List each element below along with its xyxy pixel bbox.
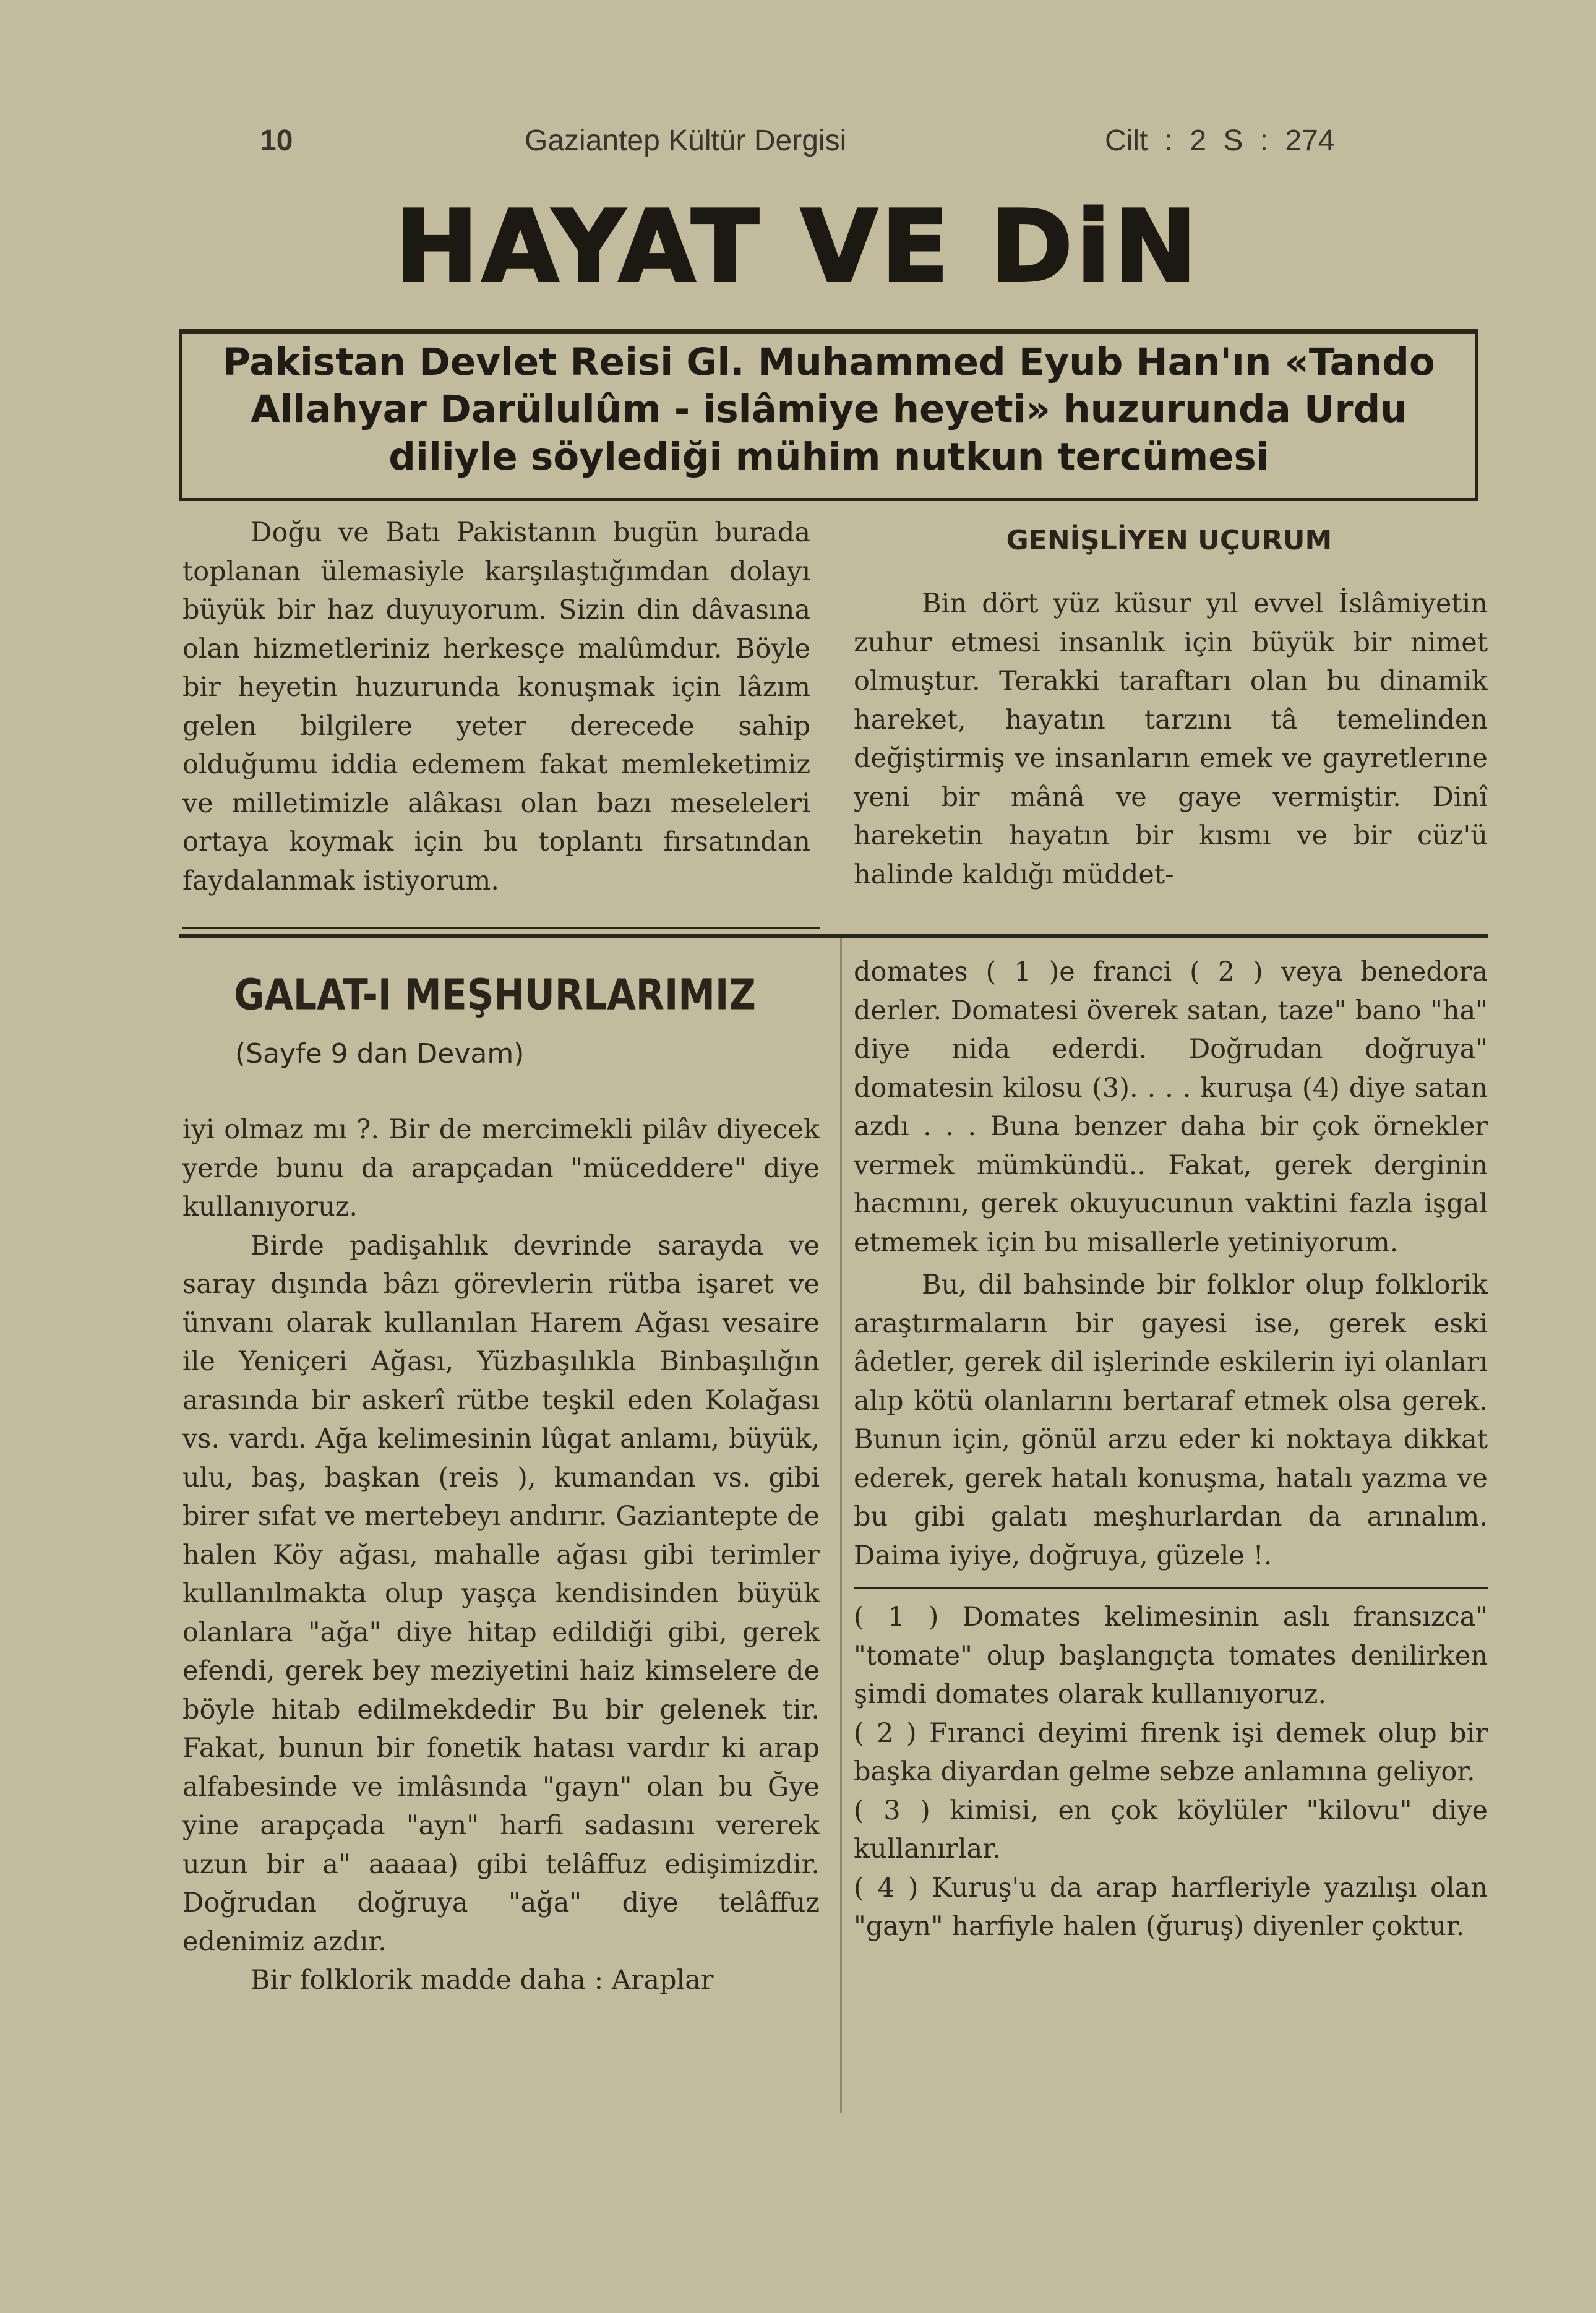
galat-paragraph: Bu, dil bahsinde bir folklor olup folklorik araştırmaların bir gayesi ise, gerek eski âdetler, gerek dil işlerinde eskilerin iyi olanları alıp kötü olanlarını bertaraf etmek olsa gerek. Bunun için, gönül arzu eder ki noktaya dikkat ederek, gerek hatalı konuşma, hatalı yazma ve bu gibi galatı meşhurlardan da arınalım. Daima iyiye, doğruya, güzele !. [854, 1269, 1488, 1571]
continued-note: (Sayfe 9 dan Devam) [235, 1038, 525, 1070]
intro-column [182, 513, 810, 900]
galat-paragraph: Bir folklorik madde daha : Araplar [251, 1965, 714, 1996]
galat-column-continued [854, 953, 1488, 1946]
footnote: ( 4 ) Kuruş'u da arap harfleriyle yazılışı olan "gayn" harfiyle halen (ğuruş) diyenler çoktur. [854, 1872, 1488, 1942]
section-heading: GENİŞLİYEN UÇURUM [1006, 525, 1332, 556]
galat-paragraph: Birde padişahlık devrinde sarayda ve saray dışında bâzı görevlerin rütba işaret ve ünvanı olarak kullanılan Harem Ağası vesaire ile Yeniçeri Ağası, Yüzbaşılıkla Binbaşılığın arasında bir askerî rütbe teşkil eden Kolağası vs. vardı. Ağa kelimesinin lûgat anlamı, büyük, ulu, baş, başkan (reis ), kumandan vs. gibi birer sıfat ve mertebeyı andırır. Gaziantepte de halen Köy ağası, mahalle ağası gibi terimler kullanılmakta olup yaşça kendisinden büyük olanlara "ağa" diye hitap edildiği gibi, gerek efendi, gerek bey meziyetini haiz kimselere de böyle hitab edilmekdedir Bu bir gelenek tir. Fakat, bunun bir fonetik hatası vardır ki arap alfabesinde ve imlâsında "gayn" olan bu Ğye yine arapçada "ayn" harfi sadasını vererek uzun bir a" aaaaa) gibi telâffuz edişimizdir. Doğrudan doğruya "ağa" diye telâffuz edenimiz azdır. [182, 1230, 820, 1957]
footnote: ( 1 ) Domates kelimesinin aslı fransızca" "tomate" olup başlangıçta tomates denilirken şimdi domates olarak kullanıyoruz. [854, 1602, 1488, 1710]
page-title: HAYAT VE DiN [395, 189, 1201, 304]
galat-paragraph: domates ( 1 )e franci ( 2 ) veya benedora derler. Domatesi överek satan, taze" bano "ha" diye nida ederdi. Doğrudan doğruya" domatesin kilosu (3). . . . kuruşa (4) diye satan azdı . . . Buna benzer daha bir çok örnekler vermek mümkündü.. Fakat, gerek derginin hacmını, gerek okuyucunun vaktini fazla işgal etmemek için bu misallerle yetiniyorum. [854, 956, 1488, 1258]
footnotes [854, 1587, 1488, 1946]
intro-paragraph: Doğu ve Batı Pakistanın bugün burada toplanan ülemasiyle karşılaştığımdan dolayı büyük bir haz duyuyorum. Sizin din dâvasına olan hizmetleriniz herkesçe malûmdur. Böyle bir heyetin huzurunda konuşmak için lâzım gelen bilgilere yeter derecede sahip olduğumu iddia edemem fakat memleketimiz ve milletimizle alâkası olan bazı meseleleri ortaya koymak için bu toplantı fırsatından faydalanmak istiyorum. [182, 517, 810, 896]
volume-issue: Cilt : 2 S : 274 [1105, 124, 1335, 157]
column-divider [182, 927, 820, 929]
page-number: 10 [260, 124, 293, 157]
article-subtitle: Pakistan Devlet Reisi Gl. Muhammed Eyub Han'ın «Tando Allahyar Darülulûm - islâmiye heyeti» huzurunda Urdu diliyle söylediği mühim nutkun tercümesi [223, 340, 1435, 479]
column-separator [840, 938, 842, 2113]
footnote: ( 3 ) kimisi, en çok köylüler "kilovu" diye kullanırlar. [854, 1795, 1488, 1865]
galat-paragraph: iyi olmaz mı ?. Bir de mercimekli pilâv diyecek yerde bunu da arapçadan "mücedderе" diye kullanıyoruz. [182, 1114, 820, 1222]
galat-heading: GALAT-I MEŞHURLARIMIZ [234, 970, 756, 1020]
galat-column [182, 1110, 820, 2000]
journal-name: Gaziantep Kültür Dergisi [525, 124, 847, 157]
section-column [854, 585, 1488, 894]
horizontal-rule [179, 934, 1488, 938]
footnote: ( 2 ) Fıranci deyimi firenk işi demek olup bir başka diyardan gelme sebze anlamına geliyor. [854, 1717, 1488, 1787]
section-paragraph: Bin dört yüz küsur yıl evvel İslâmiyetin zuhur etmesi insanlık için büyük bir nimet olmuştur. Terakki taraftarı olan bu dinamik hareket, hayatın tarzını tâ temelinden değiştirmiş ve insanların emek ve gayretlerıne yeni bir mânâ ve gaye vermiştir. Dinî hareketin hayatın bir kısmı ve bir cüz'ü halinde kaldığı müddet- [854, 588, 1488, 890]
